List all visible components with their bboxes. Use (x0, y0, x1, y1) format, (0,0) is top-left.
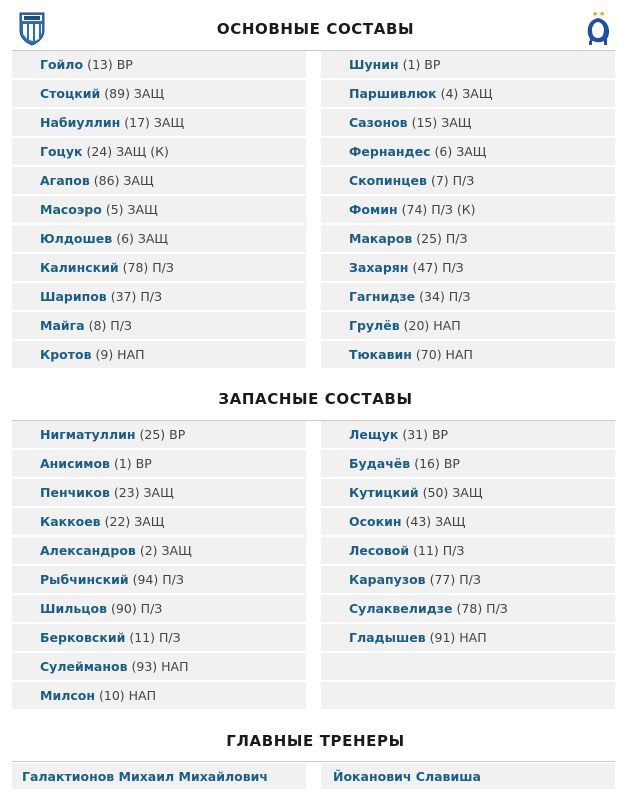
player-name-link[interactable]: Каккоев (40, 514, 101, 529)
svg-text:★: ★ (592, 10, 599, 18)
player-name-link[interactable]: Шунин (349, 57, 399, 72)
player-name-link[interactable]: Сазонов (349, 115, 408, 130)
player-row (321, 109, 615, 138)
player-number-position: (90) П/З (111, 601, 163, 616)
player-row (321, 196, 615, 225)
player-row (321, 167, 615, 196)
player-name-link[interactable]: Сулаквелидзе (349, 601, 453, 616)
player-number-position: (93) НАП (131, 659, 189, 674)
player-number-position: (78) П/З (456, 601, 508, 616)
player-name-link[interactable]: Будачёв (349, 456, 411, 471)
player-number-position: (22) ЗАЩ (104, 514, 165, 529)
substitutes-title: ЗАПАСНЫЕ СОСТАВЫ (218, 390, 413, 408)
player-row (321, 537, 615, 566)
player-row (321, 624, 615, 653)
player-name-link[interactable]: Милсон (40, 688, 95, 703)
empty-row (321, 682, 615, 711)
player-row (12, 225, 306, 254)
player-name-link[interactable]: Берковский (40, 630, 126, 645)
player-row (321, 508, 615, 537)
home-substitutes-list (12, 421, 306, 711)
player-row (321, 566, 615, 595)
player-number-position: (43) ЗАЩ (405, 514, 466, 529)
player-row (321, 479, 615, 508)
player-number-position: (5) ЗАЩ (105, 202, 158, 217)
player-number-position: (1) ВР (402, 57, 441, 72)
player-name-link[interactable]: Юлдошев (40, 231, 113, 246)
player-name-link[interactable]: Фернандес (349, 144, 431, 159)
player-row (321, 51, 615, 80)
coach-row (321, 763, 615, 789)
player-row (12, 508, 306, 537)
player-name-link[interactable]: Александров (40, 543, 136, 558)
player-name-link[interactable]: Фомин (349, 202, 398, 217)
player-name-link[interactable]: Агапов (40, 173, 90, 188)
player-row (321, 595, 615, 624)
player-number-position: (13) ВР (87, 57, 133, 72)
player-name-link[interactable]: Пенчиков (40, 485, 110, 500)
coach-name-link[interactable]: Йоканович Славиша (333, 768, 481, 784)
player-name-link[interactable]: Масоэро (40, 202, 102, 217)
coach-row (12, 763, 306, 789)
player-number-position: (6) ЗАЩ (434, 144, 487, 159)
svg-text:★: ★ (599, 10, 606, 18)
player-row (12, 51, 306, 80)
player-name-link[interactable]: Осокин (349, 514, 402, 529)
player-number-position: (2) ЗАЩ (139, 543, 192, 558)
player-name-link[interactable]: Анисимов (40, 456, 110, 471)
player-row (321, 283, 615, 312)
player-name-link[interactable]: Гагнидзе (349, 289, 416, 304)
player-name-link[interactable]: Шарипов (40, 289, 107, 304)
player-name-link[interactable]: Захарян (349, 260, 409, 275)
player-number-position: (89) ЗАЩ (104, 86, 165, 101)
player-number-position: (25) П/З (416, 231, 468, 246)
away-coach (321, 763, 615, 789)
player-number-position: (4) ЗАЩ (440, 86, 493, 101)
player-name-link[interactable]: Карапузов (349, 572, 426, 587)
player-name-link[interactable]: Кутицкий (349, 485, 419, 500)
player-name-link[interactable]: Рыбчинский (40, 572, 129, 587)
player-name-link[interactable]: Скопинцев (349, 173, 427, 188)
player-number-position: (25) ВР (139, 427, 186, 442)
player-row (321, 450, 615, 479)
player-number-position: (24) ЗАЩ (К) (86, 144, 169, 159)
player-row (12, 624, 306, 653)
player-row (12, 421, 306, 450)
player-row (12, 682, 306, 711)
player-row (12, 109, 306, 138)
player-number-position: (8) П/З (88, 318, 132, 333)
coach-name-link[interactable]: Галактионов Михаил Михайлович (22, 768, 268, 784)
player-number-position: (91) НАП (429, 630, 487, 645)
away-starting-list (321, 51, 615, 370)
player-row (12, 312, 306, 341)
player-number-position: (16) ВР (414, 456, 460, 471)
player-number-position: (77) П/З (429, 572, 481, 587)
player-name-link[interactable]: Грулёв (349, 318, 400, 333)
player-number-position: (37) П/З (110, 289, 162, 304)
player-number-position: (7) П/З (430, 173, 475, 188)
player-name-link[interactable]: Кротов (40, 347, 92, 362)
player-number-position: (1) ВР (113, 456, 152, 471)
player-number-position: (94) П/З (132, 572, 184, 587)
player-number-position: (50) ЗАЩ (422, 485, 483, 500)
starting-lineups-title: ОСНОВНЫЕ СОСТАВЫ (216, 20, 415, 38)
player-row (12, 450, 306, 479)
player-row (12, 566, 306, 595)
player-row (321, 312, 615, 341)
player-row (12, 537, 306, 566)
player-row (321, 80, 615, 109)
player-row (321, 341, 615, 370)
player-row (321, 421, 615, 450)
player-name-link[interactable]: Лещук (349, 427, 399, 442)
player-number-position: (23) ЗАЩ (113, 485, 174, 500)
player-row (12, 196, 306, 225)
player-name-link[interactable]: Шильцов (40, 601, 108, 616)
head-coaches-title: ГЛАВНЫЕ ТРЕНЕРЫ (226, 732, 405, 750)
player-number-position: (6) ЗАЩ (116, 231, 169, 246)
player-row (12, 138, 306, 167)
player-name-link[interactable]: Калинский (40, 260, 119, 275)
player-name-link[interactable]: Тюкавин (349, 347, 412, 362)
player-number-position: (11) П/З (413, 543, 465, 558)
player-name-link[interactable]: Лесовой (349, 543, 410, 558)
player-row (12, 479, 306, 508)
player-name-link[interactable]: Паршивлюк (349, 86, 437, 101)
player-row (321, 138, 615, 167)
player-row (12, 341, 306, 370)
away-substitutes-list (321, 421, 615, 711)
player-number-position: (34) П/З (419, 289, 471, 304)
player-row (321, 225, 615, 254)
player-name-link[interactable]: Гладышев (349, 630, 426, 645)
home-coach (12, 763, 306, 789)
player-number-position: (47) П/З (412, 260, 464, 275)
player-name-link[interactable]: Гойло (40, 57, 84, 72)
player-name-link[interactable]: Макаров (349, 231, 413, 246)
player-name-link[interactable]: Стоцкий (40, 86, 101, 101)
player-number-position: (9) НАП (95, 347, 145, 362)
empty-row (321, 653, 615, 682)
player-row (12, 254, 306, 283)
player-row (12, 167, 306, 196)
player-number-position: (10) НАП (99, 688, 156, 703)
player-number-position: (17) ЗАЩ (124, 115, 185, 130)
player-row (12, 653, 306, 682)
player-number-position: (31) ВР (402, 427, 449, 442)
player-row (12, 283, 306, 312)
divider (12, 761, 615, 762)
player-number-position: (20) НАП (403, 318, 461, 333)
player-row (12, 595, 306, 624)
player-number-position: (74) П/З (К) (401, 202, 476, 217)
player-name-link[interactable]: Нигматуллин (40, 427, 136, 442)
home-starting-list (12, 51, 306, 370)
player-row (12, 80, 306, 109)
player-number-position: (78) П/З (122, 260, 174, 275)
player-row (321, 254, 615, 283)
player-number-position: (70) НАП (415, 347, 473, 362)
player-name-link[interactable]: Майга (40, 318, 85, 333)
player-name-link[interactable]: Сулейманов (40, 659, 128, 674)
player-number-position: (86) ЗАЩ (93, 173, 154, 188)
player-number-position: (15) ЗАЩ (411, 115, 472, 130)
player-name-link[interactable]: Набиуллин (40, 115, 121, 130)
player-name-link[interactable]: Гоцук (40, 144, 83, 159)
player-number-position: (11) П/З (129, 630, 181, 645)
